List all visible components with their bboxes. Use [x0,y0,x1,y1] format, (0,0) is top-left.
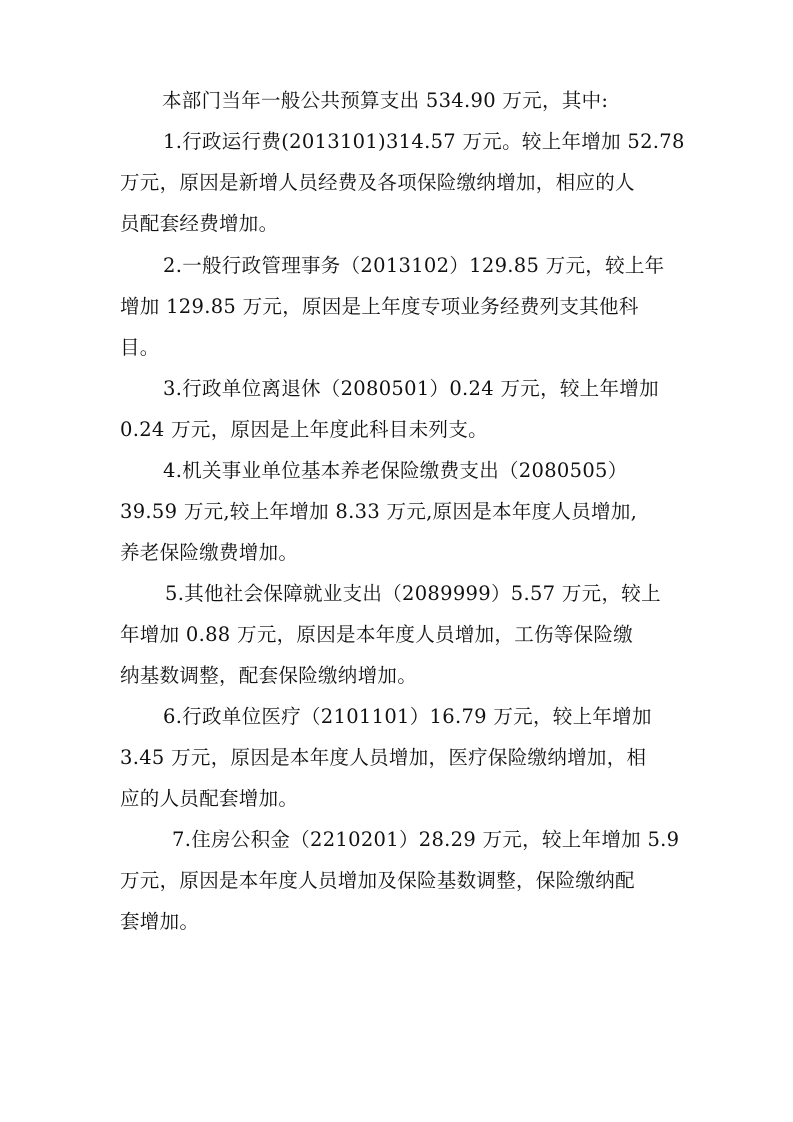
item-5-line-1: 5.其他社会保障就业支出（2089999）5.57 万元，较上 [165,582,661,605]
item-5-line-2: 年增加 0.88 万元，原因是本年度人员增加，工伤等保险缴 [120,623,634,646]
item-7-line-3: 套增加。 [120,910,200,933]
item-5-line-3: 纳基数调整，配套保险缴纳增加。 [120,664,418,687]
item-7-line-2: 万元，原因是本年度人员增加及保险基数调整，保险缴纳配 [120,869,635,892]
intro-paragraph: 本部门当年一般公共预算支出 534.90 万元，其中: [162,89,609,112]
item-4-line-1: 4.机关事业单位基本养老保险缴费支出（2080505） [163,459,628,482]
item-7-line-1: 7.住房公积金（2210201）28.29 万元，较上年增加 5.9 [172,828,680,851]
item-2-line-2: 增加 129.85 万元，原因是上年度专项业务经费列支其他科 [120,295,639,318]
item-1-line-1: 1.行政运行费(2013101)314.57 万元。较上年增加 52.78 [163,130,685,153]
item-1-line-3: 员配套经费增加。 [120,212,279,235]
item-2-line-3: 目。 [120,336,160,359]
item-4-line-2: 39.59 万元,较上年增加 8.33 万元,原因是本年度人员增加, [120,500,638,523]
item-3-line-2: 0.24 万元，原因是上年度此科目未列支。 [120,418,488,441]
item-6-line-1: 6.行政单位医疗（2101101）16.79 万元，较上年增加 [163,705,652,728]
item-6-line-2: 3.45 万元，原因是本年度人员增加，医疗保险缴纳增加，相 [120,746,647,769]
item-1-line-2: 万元，原因是新增人员经费及各项保险缴纳增加，相应的人 [120,171,635,194]
item-2-line-1: 2.一般行政管理事务（2013102）129.85 万元，较上年 [163,254,665,277]
item-3-line-1: 3.行政单位离退休（2080501）0.24 万元，较上年增加 [163,377,659,400]
item-4-line-3: 养老保险缴费增加。 [120,541,299,564]
item-6-line-3: 应的人员配套增加。 [120,787,299,810]
